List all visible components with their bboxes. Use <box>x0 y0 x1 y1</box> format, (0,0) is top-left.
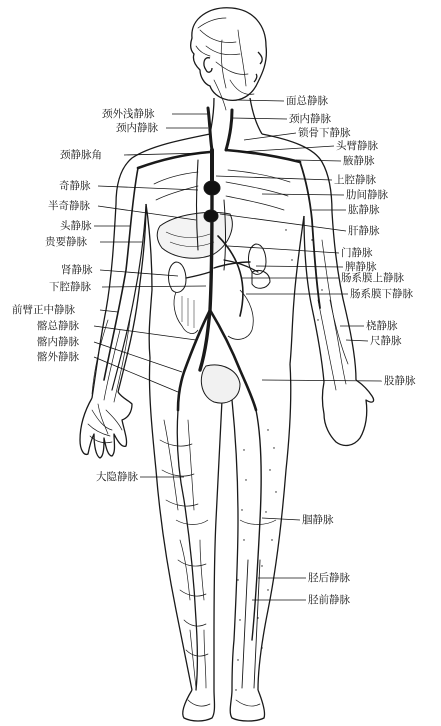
label-inferior-mesenteric-vein: 肠系膜下静脉 <box>350 288 413 300</box>
label-superior-mesenteric-vein: 肠系膜上静脉 <box>341 272 404 284</box>
label-internal-jugular-vein-right: 颈内静脉 <box>289 113 331 125</box>
label-axillary-vein: 腋静脉 <box>343 155 375 167</box>
label-ulnar-vein: 尺静脉 <box>370 335 402 347</box>
label-radial-vein: 桡静脉 <box>366 320 398 332</box>
label-hepatic-vein: 肝静脉 <box>348 225 380 237</box>
label-basilic-vein: 贵要静脉 <box>45 236 87 248</box>
label-splenic-vein: 脾静脉 <box>345 261 377 273</box>
label-common-facial-vein: 面总静脉 <box>286 95 328 107</box>
label-cephalic-vein: 头静脉 <box>60 220 92 232</box>
label-anterior-tibial-vein: 胫前静脉 <box>308 594 350 606</box>
label-great-saphenous-vein: 大隐静脉 <box>96 471 138 483</box>
label-inferior-vena-cava: 下腔静脉 <box>49 281 91 293</box>
label-external-jugular-vein: 颈外浅静脉 <box>102 108 155 120</box>
label-superior-vena-cava: 上腔静脉 <box>334 174 376 186</box>
label-external-iliac-vein: 髂外静脉 <box>37 351 79 363</box>
organs <box>157 213 270 404</box>
label-popliteal-vein: 腘静脉 <box>302 514 334 526</box>
label-median-forearm-vein: 前臂正中静脉 <box>12 304 75 316</box>
label-internal-jugular-vein-left: 颈内静脉 <box>116 122 158 134</box>
label-azygos-vein: 奇静脉 <box>59 180 91 192</box>
label-posterior-tibial-vein: 胫后静脉 <box>308 572 350 584</box>
label-venous-angle: 颈静脉角 <box>60 149 102 161</box>
label-brachiocephalic-vein: 头臂静脉 <box>336 140 378 152</box>
label-common-iliac-vein: 髂总静脉 <box>37 320 79 332</box>
label-femoral-vein: 股静脉 <box>384 375 416 387</box>
label-internal-iliac-vein: 髂内静脉 <box>37 336 79 348</box>
label-renal-vein: 肾静脉 <box>61 264 93 276</box>
label-subclavian-vein: 锁骨下静脉 <box>298 127 351 139</box>
label-hemiazygos-vein: 半奇静脉 <box>48 200 90 212</box>
label-portal-vein: 门静脉 <box>341 247 373 259</box>
label-brachial-vein: 肱静脉 <box>348 204 380 216</box>
label-intercostal-vein: 肋间静脉 <box>346 189 388 201</box>
